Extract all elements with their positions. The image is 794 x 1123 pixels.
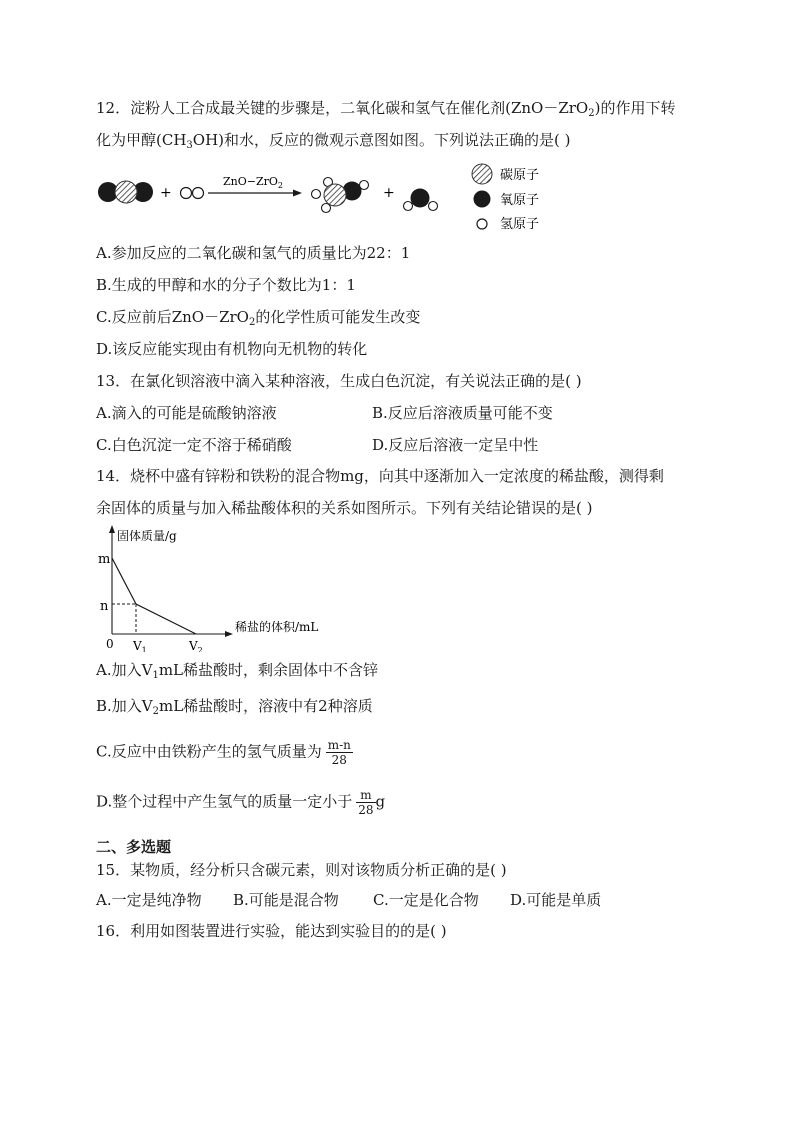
ch3oh-molecule (312, 178, 369, 213)
section-multi-choice-heading: 二、多选题 (96, 838, 172, 856)
q14-option-a[interactable]: A.加入$V_1mL$稀盐酸时，剩余固体中不含锌 (96, 661, 378, 681)
h2-molecule (181, 188, 204, 199)
q14-option-c[interactable]: C.反应中由铁粉产生的氢气质量为 $\frac{m-n}{28}$ (96, 738, 351, 767)
q15-option-b[interactable]: B.可能是混合物 (233, 891, 339, 909)
graph-x-label: 稀盐的体积/mL (235, 620, 319, 634)
fraction-m-n-over-28: $\frac{m-n}{28}$ (327, 738, 351, 767)
fraction-m-over-28: $\frac{m}{28}$ (358, 788, 374, 817)
legend-oxygen: 氧原子 (500, 193, 540, 208)
q14-mass-volume-graph (96, 522, 346, 652)
co2-molecule (98, 181, 153, 203)
q15-option-a[interactable]: A.一定是纯净物 (96, 891, 202, 909)
q12-reaction-diagram (90, 160, 560, 230)
graph-v2: $V_2$ (189, 639, 203, 652)
graph-y-n: n (100, 599, 109, 614)
graph-origin: 0 (106, 637, 114, 651)
q12-stem-line2: 化为甲醇$(CH_3OH)$和水，反应的微观示意图如图。下列说法正确的是( ) (96, 131, 571, 151)
q13-option-c[interactable]: C.白色沉淀一定不溶于稀硝酸 (96, 436, 292, 454)
h2o-molecule (404, 189, 438, 211)
q14-option-b[interactable]: B.加入$V_2mL$稀盐酸时，溶液中有2种溶质 (96, 697, 373, 717)
q12-option-d[interactable]: D.该反应能实现由有机物向无机物的转化 (96, 340, 368, 358)
q15-stem: 15．某物质，经分析只含碳元素，则对该物质分析正确的是( ) (96, 861, 507, 879)
q12-option-b[interactable]: B.生成的甲醇和水的分子个数比为1：1 (96, 276, 356, 294)
q14-stem-line2: 余固体的质量与加入稀盐酸体积的关系如图所示。下列有关结论错误的是( ) (96, 499, 593, 517)
q12-option-c[interactable]: C.反应前后ZnO－ZrO$_2$的化学性质可能发生改变 (96, 308, 421, 328)
q14-option-d[interactable]: D.整个过程中产生氢气的质量一定小于 $\frac{m}{28}$ g (96, 788, 386, 817)
atom-legend (472, 164, 539, 230)
catalyst-label: ZnO−ZrO$_2$ (223, 175, 283, 190)
plus-sign-1: + (160, 185, 172, 201)
q12-option-a[interactable]: A.参加反应的二氧化碳和氢气的质量比为22：1 (96, 244, 411, 262)
q13-option-b[interactable]: B.反应后溶液质量可能不变 (372, 404, 553, 422)
graph-y-label: 固体质量/g (117, 529, 177, 543)
graph-mass-curve (112, 558, 196, 634)
q13-option-d[interactable]: D.反应后溶液一定呈中性 (372, 436, 539, 454)
q14-stem-line1: 14．烧杯中盛有锌粉和铁粉的混合物mg，向其中逐渐加入一定浓度的稀盐酸，测得剩 (96, 467, 664, 485)
legend-hydrogen: 氢原子 (500, 217, 540, 230)
legend-carbon: 碳原子 (500, 168, 540, 183)
q13-option-a[interactable]: A.滴入的可能是硫酸钠溶液 (96, 404, 277, 422)
q13-stem: 13．在氯化钡溶液中滴入某种溶液，生成白色沉淀，有关说法正确的是( ) (96, 372, 582, 390)
graph-v1: $V_1$ (133, 639, 147, 652)
q16-stem: 16．利用如图装置进行实验，能达到实验目的的是( ) (96, 922, 447, 940)
q15-option-c[interactable]: C.一定是化合物 (373, 891, 479, 909)
plus-sign-2: + (383, 185, 395, 201)
q12-stem-line1: 12．淀粉人工合成最关键的步骤是，二氧化碳和氢气在催化剂(ZnO－ZrO$_2$)的作用下转 (96, 99, 676, 119)
graph-y-m: m (98, 552, 111, 567)
q15-option-d[interactable]: D.可能是单质 (510, 891, 602, 909)
